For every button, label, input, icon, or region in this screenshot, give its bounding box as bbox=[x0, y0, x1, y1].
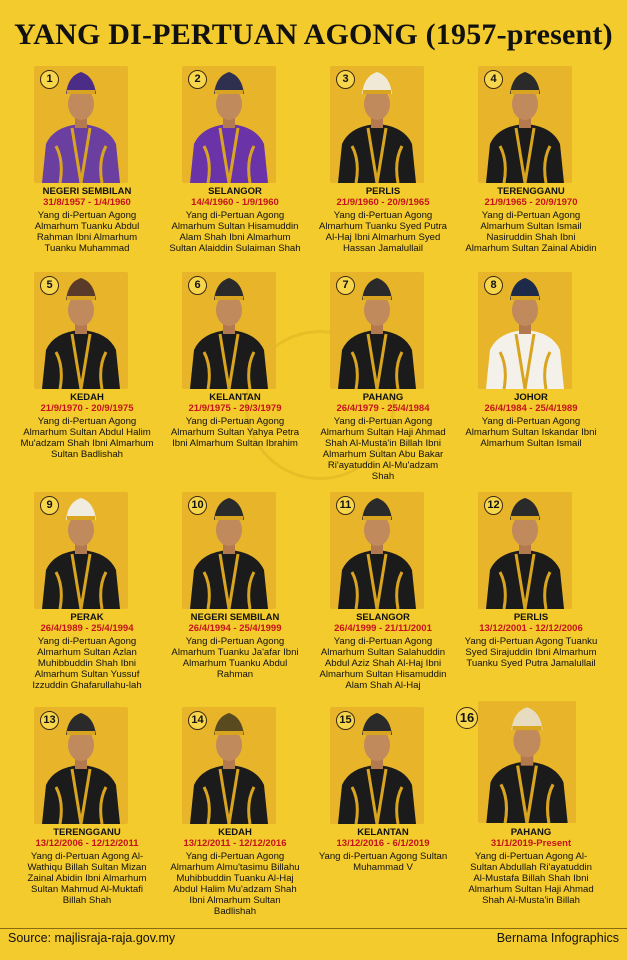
ruler-full-name: Yang di-Pertuan Agong Almarhum Sultan Abdul Halim Mu'adzam Shah Ibni Almarhum Sultan Badlishah bbox=[20, 416, 154, 460]
ruler-state: PERAK bbox=[70, 612, 104, 623]
ruler-reign-dates: 26/4/1984 - 25/4/1989 bbox=[484, 403, 578, 414]
ruler-number-badge: 12 bbox=[484, 496, 503, 515]
ruler-state: KEDAH bbox=[218, 827, 252, 838]
page-title: YANG DI-PERTUAN AGONG (1957-present) bbox=[14, 18, 613, 51]
ruler-full-name: Yang di-Pertuan Agong Al-Sultan Abdullah Ri'ayatuddin Al-Mustafa Billah Shah Ibni Almarhum Sultan Haji Ahmad Shah Al-Musta'in Billah bbox=[468, 851, 594, 906]
ruler-reign-dates: 21/9/1975 - 29/3/1979 bbox=[188, 403, 282, 414]
ruler-number-badge: 16 bbox=[456, 707, 478, 729]
headgear-band-shape bbox=[215, 516, 243, 520]
ruler-reign-dates: 31/1/2019-Present bbox=[490, 838, 572, 849]
ruler-card bbox=[26, 66, 174, 279]
source-text: Source: majlisraja-raja.gov.my bbox=[8, 931, 176, 945]
ruler-state: PERLIS bbox=[365, 186, 401, 197]
ruler-number-badge: 2 bbox=[188, 70, 207, 89]
ruler-reign-dates: 21/9/1970 - 20/9/1975 bbox=[40, 403, 134, 414]
headgear-band-shape bbox=[67, 296, 95, 300]
ruler-card bbox=[26, 492, 174, 705]
ruler-state: SELANGOR bbox=[208, 186, 262, 197]
ruler-number-badge: 1 bbox=[40, 70, 59, 89]
ruler-reign-dates: 21/9/1960 - 20/9/1965 bbox=[336, 197, 430, 208]
ruler-number-badge: 11 bbox=[336, 496, 355, 515]
ruler-card bbox=[170, 272, 322, 485]
ruler-reign-dates: 13/12/2001 - 12/12/2006 bbox=[479, 623, 583, 634]
headgear-band-shape bbox=[215, 296, 243, 300]
credit-text: Bernama Infographics bbox=[496, 931, 619, 945]
ruler-full-name: Yang di-Pertuan Agong Almarhum Tuanku Ja'afar Ibni Almarhum Tuanku Abdul Rahman bbox=[171, 636, 299, 680]
ruler-card bbox=[318, 707, 470, 920]
ruler-state: KELANTAN bbox=[357, 827, 409, 838]
ruler-state: PERLIS bbox=[513, 612, 549, 623]
ruler-card bbox=[459, 707, 618, 920]
ruler-state: PAHANG bbox=[510, 827, 552, 838]
ruler-full-name: Yang di-Pertuan Agong Almarhum Tuanku Abdul Rahman Ibni Almarhum Tuanku Muhammad bbox=[34, 210, 140, 254]
ruler-card bbox=[26, 707, 174, 920]
headgear-band-shape bbox=[215, 90, 243, 94]
headgear-band-shape bbox=[215, 731, 243, 735]
rulers-grid bbox=[20, 66, 606, 918]
ruler-state: KEDAH bbox=[70, 392, 104, 403]
headgear-band-shape bbox=[512, 726, 541, 730]
ruler-full-name: Yang di-Pertuan Agong Almarhum Almu'tasimu Billahu Muhibbuddin Tuanku Al-Haj Abdul Halim Mu'adzam Shah Ibni Almarhum Sultan Badlishah bbox=[170, 851, 300, 917]
ruler-reign-dates: 26/4/1979 - 25/4/1984 bbox=[336, 403, 430, 414]
ruler-full-name: Yang di-Pertuan Agong Almarhum Sultan Iskandar Ibni Almarhum Sultan Ismail bbox=[465, 416, 597, 449]
ruler-card bbox=[319, 492, 470, 705]
ruler-state: PAHANG bbox=[362, 392, 404, 403]
ruler-reign-dates: 13/12/2016 - 6/1/2019 bbox=[336, 838, 430, 849]
ruler-card bbox=[465, 66, 618, 279]
headgear-band-shape bbox=[363, 731, 391, 735]
ruler-card bbox=[464, 492, 618, 705]
ruler-card bbox=[171, 492, 322, 705]
ruler-state: TERENGGANU bbox=[53, 827, 121, 838]
ruler-card bbox=[322, 272, 470, 485]
ruler-number-badge: 6 bbox=[188, 276, 207, 295]
ruler-full-name: Yang di-Pertuan Agong Tuanku Syed Sirajuddin Ibni Almarhum Tuanku Syed Putra Jamalullail bbox=[464, 636, 598, 669]
headgear-band-shape bbox=[511, 516, 539, 520]
headgear-band-shape bbox=[363, 90, 391, 94]
ruler-reign-dates: 26/4/1999 - 21/11/2001 bbox=[334, 623, 432, 634]
ruler-portrait bbox=[478, 701, 576, 823]
ruler-state: TERENGGANU bbox=[497, 186, 565, 197]
ruler-full-name: Yang di-Pertuan Agong Almarhum Sultan Ismail Nasiruddin Shah Ibni Almarhum Sultan Zainal Abidin bbox=[465, 210, 597, 254]
ruler-number-badge: 9 bbox=[40, 496, 59, 515]
headgear-band-shape bbox=[363, 296, 391, 300]
ruler-card bbox=[20, 272, 174, 485]
ruler-number-badge: 15 bbox=[336, 711, 355, 730]
ruler-number-badge: 10 bbox=[188, 496, 207, 515]
ruler-reign-dates: 13/12/2006 - 12/12/2011 bbox=[35, 838, 139, 849]
ruler-state: SELANGOR bbox=[356, 612, 410, 623]
ruler-reign-dates: 14/4/1960 - 1/9/1960 bbox=[191, 197, 279, 208]
ruler-number-badge: 4 bbox=[484, 70, 503, 89]
ruler-reign-dates: 26/4/1994 - 25/4/1999 bbox=[188, 623, 282, 634]
ruler-full-name: Yang di-Pertuan Agong Almarhum Sultan Yahya Petra Ibni Almarhum Sultan Ibrahim bbox=[170, 416, 300, 449]
ruler-full-name: Yang di-Pertuan Agong Almarhum Sultan Salahuddin Abdul Aziz Shah Al-Haj Ibni Almarhum Sultan Hisamuddin Alam Shah Al-Haj bbox=[319, 636, 447, 691]
ruler-number-badge: 8 bbox=[484, 276, 503, 295]
ruler-full-name: Yang di-Pertuan Agong Sultan Muhammad V bbox=[318, 851, 448, 873]
ruler-number-badge: 5 bbox=[40, 276, 59, 295]
headgear-band-shape bbox=[67, 90, 95, 94]
headgear-band-shape bbox=[363, 516, 391, 520]
ruler-state: JOHOR bbox=[514, 392, 548, 403]
ruler-number-badge: 14 bbox=[188, 711, 207, 730]
ruler-reign-dates: 31/8/1957 - 1/4/1960 bbox=[43, 197, 131, 208]
ruler-state: KELANTAN bbox=[209, 392, 261, 403]
ruler-reign-dates: 13/12/2011 - 12/12/2016 bbox=[183, 838, 287, 849]
ruler-full-name: Yang di-Pertuan Agong Almarhum Sultan Haji Ahmad Shah Al-Musta'in Billah Ibni Almarhum Sultan Abu Bakar Ri'ayatuddin Al-Mu'adzam Shah bbox=[320, 416, 446, 482]
ruler-state: NEGERI SEMBILAN bbox=[190, 612, 280, 623]
ruler-full-name: Yang di-Pertuan Agong Almarhum Tuanku Syed Putra Al-Haj Ibni Almarhum Syed Hassan Jamalullail bbox=[319, 210, 447, 254]
headgear-band-shape bbox=[511, 296, 539, 300]
ruler-card bbox=[465, 272, 618, 485]
ruler-full-name: Yang di-Pertuan Agong Almarhum Sultan Hisamuddin Alam Shah Ibni Almarhum Sultan Alaiddin Sulaiman Shah bbox=[169, 210, 301, 254]
headgear-band-shape bbox=[67, 516, 95, 520]
ruler-reign-dates: 21/9/1965 - 20/9/1970 bbox=[484, 197, 578, 208]
ruler-card bbox=[170, 707, 322, 920]
ruler-card bbox=[319, 66, 470, 279]
ruler-card bbox=[169, 66, 322, 279]
ruler-reign-dates: 26/4/1989 - 25/4/1994 bbox=[40, 623, 134, 634]
portrait-figure bbox=[478, 701, 576, 823]
headgear-band-shape bbox=[511, 90, 539, 94]
ruler-state: NEGERI SEMBILAN bbox=[42, 186, 132, 197]
ruler-number-badge: 3 bbox=[336, 70, 355, 89]
ruler-number-badge: 7 bbox=[336, 276, 355, 295]
ruler-full-name: Yang di-Pertuan Agong Al-Wathiqu Billah Sultan Mizan Zainal Abidin Ibni Almarhum Sultan Mahmud Al-Muktafi Billah Shah bbox=[27, 851, 147, 906]
ruler-number-badge: 13 bbox=[40, 711, 59, 730]
headgear-band-shape bbox=[67, 731, 95, 735]
ruler-full-name: Yang di-Pertuan Agong Almarhum Sultan Azlan Muhibbuddin Shah Ibni Almarhum Sultan Yussuf Izzuddin Ghafarullahu-lah bbox=[32, 636, 142, 691]
